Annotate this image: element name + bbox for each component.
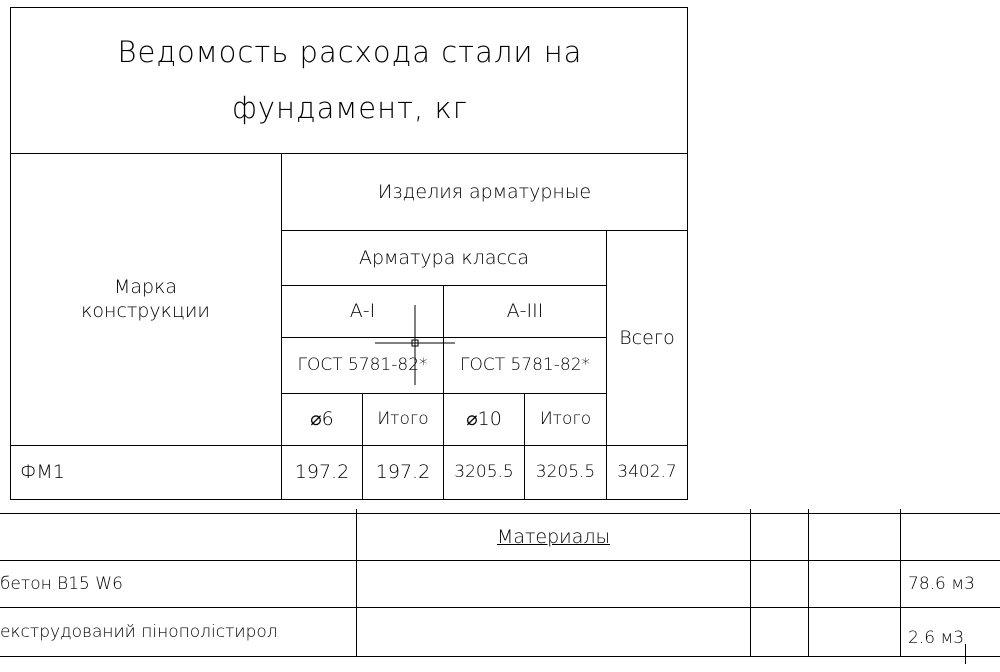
gost-a1: ГОСТ 5781-82* [297, 355, 428, 375]
row-total-a1: 197.2 [375, 461, 431, 483]
sub-d10: ⌀10 [466, 408, 502, 430]
material-name-2: екструдований пінополістирол [0, 622, 278, 642]
mark-header-label: Марка конструкции [81, 276, 210, 322]
mark-header [10, 153, 281, 445]
products-header: Изделия арматурные [377, 180, 592, 203]
row-total-a3: 3205.5 [535, 462, 596, 482]
material-name-1: бетон B15 W6 [0, 574, 123, 594]
sub-total-a1: Итого [377, 409, 429, 429]
table-title: Ведомость расхода стали на фундамент, кг [117, 35, 583, 125]
class-a1: А-I [349, 300, 376, 322]
gost-a3: ГОСТ 5781-82* [459, 355, 591, 375]
material-qty-1: 78.6 м3 [908, 574, 975, 594]
rebar-class-header: Арматура класса [358, 246, 530, 269]
row-total: 3402.7 [617, 462, 677, 482]
materials-header: Материалы [496, 526, 611, 548]
total-header: Всего [619, 326, 675, 349]
row-mark: ФМ1 [20, 461, 65, 483]
material-qty-2: 2.6 м3 [908, 628, 965, 648]
row-d10: 3205.5 [454, 462, 514, 482]
row-d6: 197.2 [294, 461, 350, 483]
sub-d6: ⌀6 [310, 408, 334, 430]
sub-total-a3: Итого [539, 409, 592, 429]
class-a3: А-III [506, 300, 544, 322]
